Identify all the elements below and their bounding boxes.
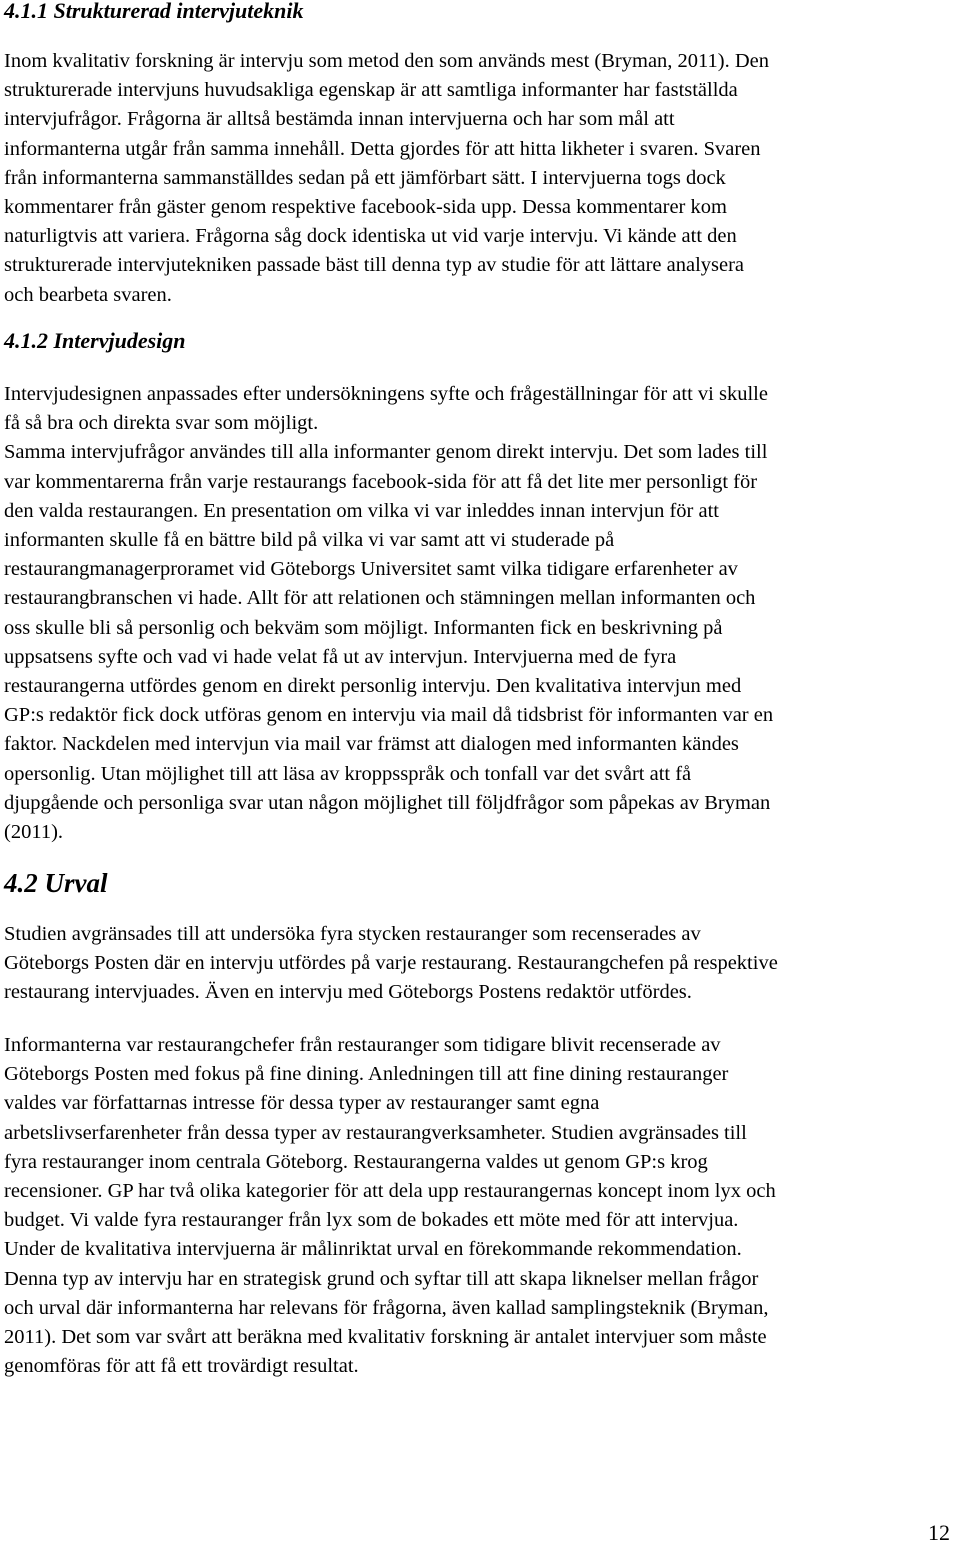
text-line: (2011). [4,821,64,844]
text-line: valdes var författarnas intresse för dessa typer av restauranger samt egna [4,1092,600,1115]
paragraph [4,380,960,847]
text-line: restaurangmanagerproramet vid Göteborgs Universitet samt vilka tidigare erfarenheter av [4,558,738,581]
text-line: uppsatsens syfte och vad vi hade velat få ut av intervjun. Intervjuerna med de fyra [4,645,677,668]
heading-intervjudesign: 4.1.2 Intervjudesign [4,328,186,353]
text-line: Studien avgränsades till att undersöka fyra stycken restauranger som recenserades av [4,923,701,945]
text-line: från informanterna sammanställdes sedan på ett jämförbart sätt. I intervjuerna togs dock [4,166,726,189]
text-line: restaurang intervjuades. Även en intervju med Göteborgs Postens redaktör utfördes. [4,981,692,1004]
text-line: naturligtvis att variera. Frågorna såg dock identiska ut vid varje intervju. Vi kände att den [4,225,737,248]
text-line: Denna typ av intervju har en strategisk grund och syftar till att skapa liknelser mellan frågor [4,1267,759,1290]
text-line: arbetslivserfarenheter från dessa typer av restaurangverksamheter. Studien avgränsades till [4,1121,747,1144]
text-line: faktor. Nackdelen med intervjun via mail var främst att dialogen med informanten kändes [4,733,739,756]
page-number: 12 [928,1520,950,1545]
text-line: den valda restaurangen. En presentation om vilka vi var inleddes innan intervjun för att [4,499,719,522]
text-line: få så bra och direkta svar som möjligt. [4,412,319,435]
text-line: oss skulle bli så personlig och bekväm som möjligt. Informanten fick en beskrivning på [4,616,723,639]
text-line: Göteborgs Posten där en intervju utfördes på varje restaurang. Restaurangchefen på respektive [4,952,778,975]
text-line: och bearbeta svaren. [4,283,172,306]
text-line: intervjufrågor. Frågorna är alltså bestämda innan intervjuerna och har som mål att [4,108,675,131]
text-line: strukturerade intervjuns huvudsakliga egenskap är att samtliga informanter har fastställda [4,79,738,102]
text-line: informanterna utgår från samma innehåll. Detta gjordes för att hitta likheter i svaren. Svaren [4,137,761,160]
text-line: Inom kvalitativ forskning är intervju som metod den som används mest (Bryman, 2011). Den [4,50,770,72]
text-line: opersonlig. Utan möjlighet till att läsa av kroppsspråk och tonfall var det svårt att få [4,762,692,785]
text-line: restaurangbranschen vi hade. Allt för att relationen och stämningen mellan informanten och [4,587,756,610]
text-line: Under de kvalitativa intervjuerna är målinriktat urval en förekommande rekommendation. [4,1238,742,1261]
text-line: kommentarer från gäster genom respektive facebook-sida upp. Dessa kommentarer kom [4,196,727,219]
heading-urval: 4.2 Urval [4,868,108,898]
text-line: och urval där informanterna har relevans för frågorna, även kallad samplingsteknik (Bryman, [4,1296,769,1319]
text-line: budget. Vi valde fyra restauranger från lyx som de bokades ett möte med för att intervjua. [4,1209,739,1232]
text-line: recensioner. GP har två olika kategorier för att dela upp restaurangernas koncept inom lyx och [4,1180,776,1203]
paragraph [4,920,960,1008]
text-line: 2011). Det som var svårt att beräkna med kvalitativ forskning är antalet intervjuer som måste [4,1326,767,1349]
text-line: Göteborgs Posten med fokus på fine dining. Anledningen till att fine dining restauranger [4,1063,729,1086]
text-line: genomföras för att få ett trovärdigt resultat. [4,1355,359,1378]
paragraph [4,47,960,310]
text-line: djupgående och personliga svar utan någon möjlighet till följdfrågor som påpekas av Bryman [4,791,771,814]
heading-strukturerad-intervjuteknik: 4.1.1 Strukturerad intervjuteknik [4,0,304,23]
text-line: Informanterna var restaurangchefer från restauranger som tidigare blivit recenserade av [4,1034,721,1056]
text-line: restaurangerna utfördes genom en direkt personlig intervju. Den kvalitativa intervjun med [4,675,742,698]
paragraph [4,1031,960,1381]
text-line: var kommentarerna från varje restaurangs facebook-sida för att få det lite mer personligt för [4,470,758,493]
text-line: informanten skulle få en bättre bild på vilka vi var samt att vi studerade på [4,529,615,552]
text-line: fyra restauranger inom centrala Göteborg. Restaurangerna valdes ut genom GP:s krog [4,1150,708,1173]
text-line: Samma intervjufrågor användes till alla informanter genom direkt intervju. Det som lades till [4,441,768,464]
text-line: GP:s redaktör fick dock utföras genom en intervju via mail då tidsbrist för informanten var en [4,704,774,727]
text-line: Intervjudesignen anpassades efter undersökningens syfte och frågeställningar för att vi skulle [4,383,768,405]
text-line: strukturerade intervjutekniken passade bäst till denna typ av studie för att lättare analysera [4,254,745,277]
